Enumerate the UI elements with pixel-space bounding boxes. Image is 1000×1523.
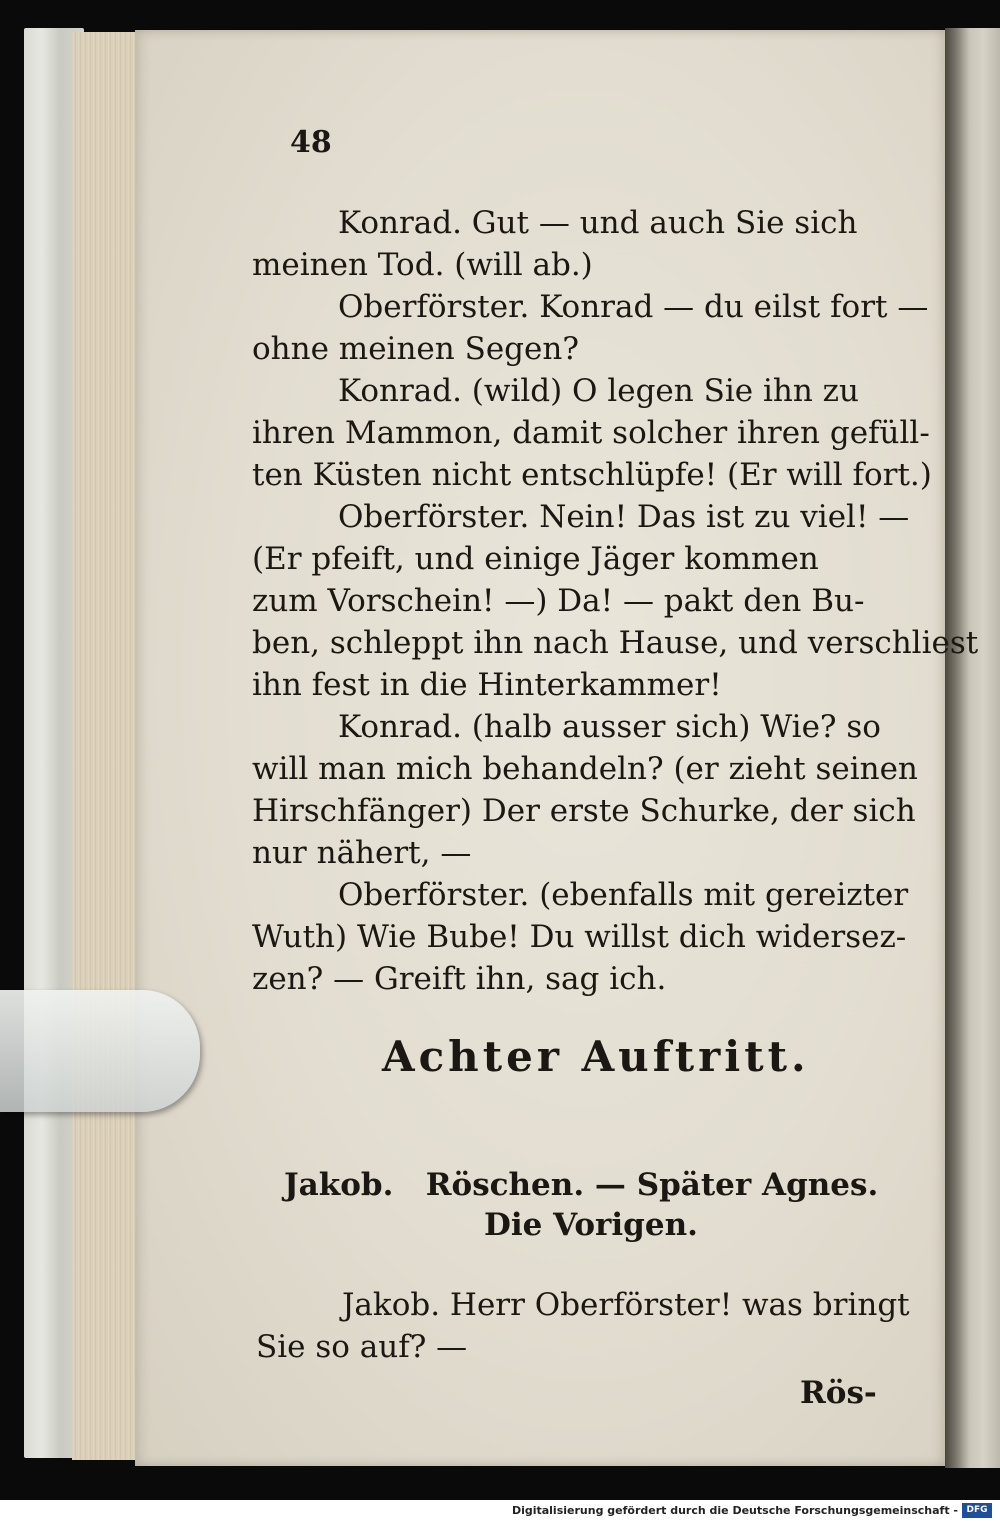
text-line: ten Küsten nicht entschlüpfe! (Er will fort.) xyxy=(252,457,932,493)
footer-credit: Digitalisierung gefördert durch die Deutsche Forschungsgemeinschaft - xyxy=(511,1504,958,1517)
text-line: Jakob. Herr Oberförster! was bringt xyxy=(342,1287,910,1323)
book-gutter xyxy=(945,28,1000,1468)
page-edges xyxy=(72,32,140,1460)
text-line: ihn fest in die Hinterkammer! xyxy=(252,667,722,703)
page-number: 48 xyxy=(290,125,332,160)
cast-line: Die Vorigen. xyxy=(484,1207,698,1243)
text-line: Wuth) Wie Bube! Du willst dich widersez- xyxy=(252,919,907,955)
section-heading: Achter Auftritt. xyxy=(382,1032,810,1081)
text-line: (Er pfeift, und einige Jäger kommen xyxy=(252,541,819,577)
text-line: will man mich behandeln? (er zieht seinen xyxy=(252,751,918,787)
text-line: zum Vorschein! —) Da! — pakt den Bu- xyxy=(252,583,865,619)
text-line: meinen Tod. (will ab.) xyxy=(252,247,593,283)
catchword: Rös- xyxy=(800,1375,877,1411)
text-line: zen? — Greift ihn, sag ich. xyxy=(252,961,667,997)
text-line: Sie so auf? — xyxy=(256,1329,468,1365)
text-line: Konrad. (halb ausser sich) Wie? so xyxy=(338,709,881,745)
text-line: ohne meinen Segen? xyxy=(252,331,579,367)
text-line: Hirschfänger) Der erste Schurke, der sich xyxy=(252,793,916,829)
dfg-logo: DFG xyxy=(962,1503,992,1518)
text-line: Konrad. Gut — und auch Sie sich xyxy=(338,205,858,241)
text-line: nur nähert, — xyxy=(252,835,472,871)
text-line: ihren Mammon, damit solcher ihren gefüll- xyxy=(252,415,930,451)
text-line: Oberförster. Konrad — du eilst fort — xyxy=(338,289,929,325)
cast-line: Jakob. Röschen. — Später Agnes. xyxy=(284,1167,879,1203)
text-line: Konrad. (wild) O legen Sie ihn zu xyxy=(338,373,859,409)
footer-bar xyxy=(0,1500,1000,1523)
text-line: Oberförster. (ebenfalls mit gereizter xyxy=(338,877,909,913)
clear-page-clip xyxy=(0,990,200,1112)
book-page xyxy=(135,30,947,1466)
text-line: ben, schleppt ihn nach Hause, und verschliest xyxy=(252,625,979,661)
text-line: Oberförster. Nein! Das ist zu viel! — xyxy=(338,499,910,535)
